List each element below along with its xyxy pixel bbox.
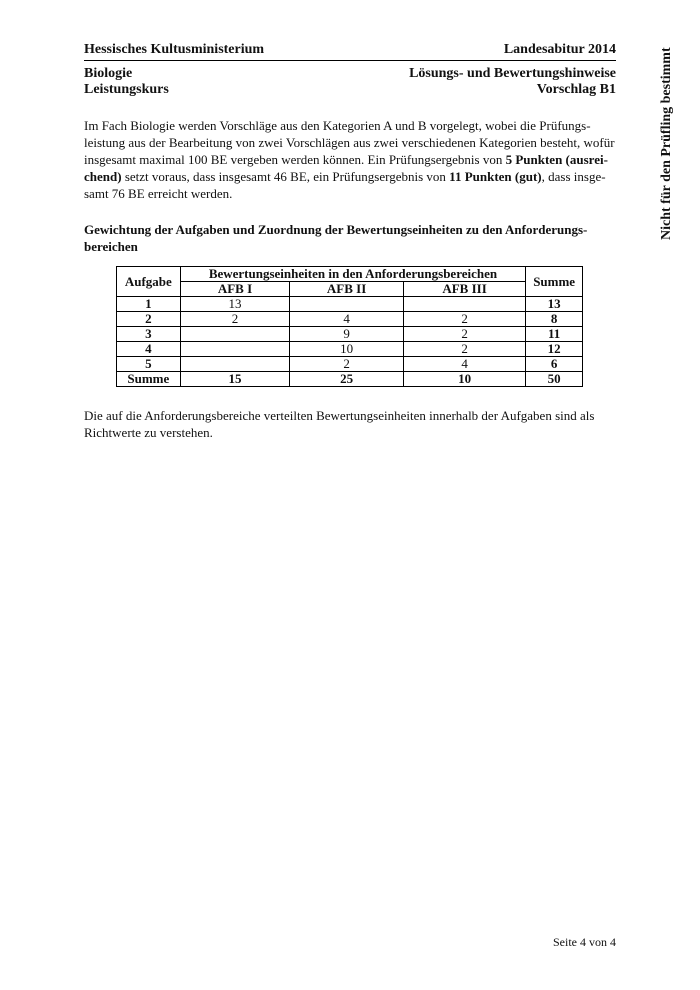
table-row — [117, 327, 583, 342]
table-subheader-row — [117, 282, 583, 297]
section-heading: Gewichtung der Aufgaben und Zuordnung der Bewertungseinheiten zu den Anforderungsbereichen — [84, 222, 588, 254]
cell-aufgabe: 1 — [117, 297, 181, 312]
note-paragraph: Die auf die Anforderungsbereiche verteilten Bewertungseinheiten innerhalb der Aufgaben sind als Richtwerte zu verstehen. — [84, 408, 595, 440]
col-summe-header: Summe — [526, 267, 583, 297]
cell-afb2: 4 — [290, 312, 404, 327]
cell-summe: 12 — [526, 342, 583, 357]
col-afb1-header: AFB I — [180, 282, 290, 297]
cell-afb3: 4 — [403, 357, 525, 372]
sidebar-notice: Nicht für den Prüfling bestimmt — [659, 47, 674, 240]
header-exam: Landesabitur 2014 — [503, 42, 616, 57]
header-proposal: Vorschlag B1 — [536, 82, 616, 97]
cell-summe: 6 — [526, 357, 583, 372]
header-divider — [84, 60, 616, 61]
page-number: Seite 4 von 4 — [553, 935, 616, 949]
cell-afb3: 2 — [403, 312, 525, 327]
col-afb3-header: AFB III — [403, 282, 525, 297]
intro-text-1: Im Fach Biologie werden Vorschläge aus den Kategorien A und B vorgelegt, wobei die Prüfungsleistung aus der Bearbeitung von zwei Vorschlägen aus zwei verschiedenen Kategorien besteht, wofür insgesamt maximal 100 BE vergeben werden können. Ein Prüfungsergebnis von — [84, 118, 615, 167]
cell-total-afb2: 25 — [290, 372, 404, 387]
cell-afb2 — [290, 297, 404, 312]
cell-afb1: 13 — [180, 297, 290, 312]
cell-total-afb3: 10 — [403, 372, 525, 387]
header-row-1 — [84, 42, 616, 60]
cell-afb3 — [403, 297, 525, 312]
header-doc-type: Lösungs- und Bewertungshinweise — [409, 66, 616, 81]
intro-bold-1: 5 Punkten (ausreichend) — [84, 152, 608, 184]
cell-afb1 — [180, 327, 290, 342]
cell-summe: 8 — [526, 312, 583, 327]
cell-total-label: Summe — [117, 372, 181, 387]
cell-afb3: 2 — [403, 342, 525, 357]
cell-total-summe: 50 — [526, 372, 583, 387]
header-course: Leistungskurs — [84, 82, 169, 97]
header-subject: Biologie — [84, 66, 133, 81]
cell-afb3: 2 — [403, 327, 525, 342]
table-row — [117, 357, 583, 372]
table-row — [117, 312, 583, 327]
col-afb2-header: AFB II — [290, 282, 404, 297]
col-aufgabe-header: Aufgabe — [117, 267, 181, 297]
table-total-row — [117, 372, 583, 387]
weighting-table — [116, 266, 583, 387]
header-org: Hessisches Kultusministerium — [84, 42, 265, 57]
cell-afb2: 2 — [290, 357, 404, 372]
col-group-header: Bewertungseinheiten in den Anforderungsbereichen — [180, 267, 526, 282]
cell-afb1: 2 — [180, 312, 290, 327]
table-row — [117, 342, 583, 357]
cell-afb1 — [180, 342, 290, 357]
cell-afb2: 9 — [290, 327, 404, 342]
intro-text-2: setzt voraus, dass insgesamt 46 BE, ein Prüfungsergebnis von — [121, 169, 450, 184]
cell-aufgabe: 3 — [117, 327, 181, 342]
cell-afb1 — [180, 357, 290, 372]
intro-paragraph — [84, 117, 616, 202]
header-row-3 — [84, 82, 616, 100]
cell-aufgabe: 5 — [117, 357, 181, 372]
intro-text-3: , dass insgesamt 76 BE erreicht werden. — [84, 169, 606, 201]
cell-afb2: 10 — [290, 342, 404, 357]
cell-summe: 11 — [526, 327, 583, 342]
cell-aufgabe: 4 — [117, 342, 181, 357]
cell-aufgabe: 2 — [117, 312, 181, 327]
cell-total-afb1: 15 — [180, 372, 290, 387]
cell-summe: 13 — [526, 297, 583, 312]
table-row — [117, 297, 583, 312]
table-header-row — [117, 267, 583, 282]
intro-bold-2: 11 Punkten (gut) — [449, 169, 542, 184]
